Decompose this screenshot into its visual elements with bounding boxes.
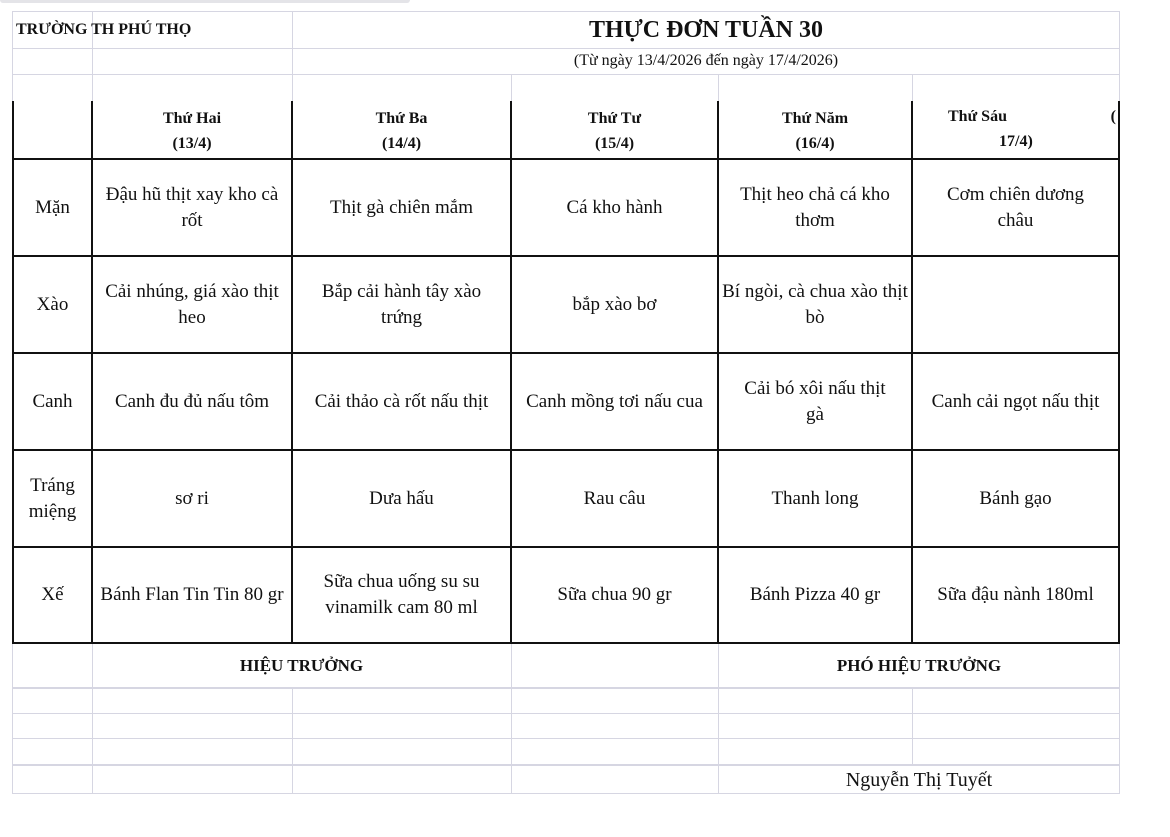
gridline (912, 74, 913, 101)
menu-cell: Bánh gạo (979, 487, 1052, 509)
day-name: Thứ Hai (162, 109, 222, 127)
day-header-tue (293, 102, 510, 159)
day-name: Thứ Tư (587, 109, 642, 127)
category-label: Xế (41, 584, 64, 605)
menu-cell: Cải thảo cà rốt nấu thịt (314, 390, 489, 412)
menu-row-man (12, 160, 1120, 255)
menu-cell: Đậu hũ thịt xay kho cà rốt (105, 183, 279, 231)
menu-row-xe (12, 548, 1120, 642)
menu-cell: Dưa hấu (369, 487, 434, 509)
menu-cell: Bí ngòi, cà chua xào thịt bò (722, 280, 908, 328)
menu-cell: Bắp cải hành tây xào trứng (321, 280, 482, 328)
menu-cell: Bánh Flan Tin Tin 80 gr (100, 584, 284, 605)
day-date-open: ( (1110, 108, 1116, 125)
gridline (12, 738, 1120, 739)
menu-cell: Cơm chiên dương châu (947, 183, 1084, 231)
day-header-row (12, 102, 1120, 159)
menu-cell (913, 257, 1118, 352)
day-date: 17/4) (999, 133, 1033, 150)
day-date: (14/4) (381, 134, 422, 152)
day-name: Thứ Sáu (948, 108, 1007, 125)
gridline (12, 74, 1120, 75)
day-header-mon (93, 102, 291, 159)
menu-sheet (12, 11, 1120, 794)
day-date: (13/4) (172, 134, 212, 152)
menu-cell: Thịt gà chiên mắm (330, 196, 473, 218)
menu-cell: Canh đu đủ nấu tôm (114, 390, 270, 412)
menu-cell: Bánh Pizza 40 gr (749, 584, 881, 605)
menu-row-canh (12, 354, 1120, 449)
menu-cell: Cá kho hành (566, 196, 663, 218)
school-name: TRƯỜNG TH PHÚ THỌ (16, 20, 192, 38)
day-header-fri (913, 102, 1118, 159)
category-label: Mặn (35, 196, 70, 218)
page-title: THỰC ĐƠN TUẦN 30 (588, 16, 823, 43)
sheet-tab-strip (0, 0, 410, 3)
day-name: Thứ Năm (781, 109, 849, 127)
menu-cell: Sữa chua uống su su vinamilk cam 80 ml (323, 571, 480, 618)
menu-cell: sơ ri (175, 487, 209, 509)
gridline (718, 74, 719, 101)
signature-title-row (12, 644, 1120, 687)
category-label: Canh (32, 390, 73, 412)
date-range-row (12, 48, 1120, 74)
day-name: Thứ Ba (375, 109, 428, 127)
day-date: (15/4) (594, 134, 635, 152)
menu-cell: bắp xào bơ (572, 293, 657, 315)
gridline (12, 687, 1120, 689)
signature-name-row (12, 765, 1120, 794)
day-date: (16/4) (795, 134, 835, 152)
menu-cell: Thanh long (771, 487, 859, 509)
menu-cell: Sữa chua 90 gr (557, 584, 672, 605)
vice-principal-name: Nguyễn Thị Tuyết (845, 768, 993, 791)
vice-principal-title: PHÓ HIỆU TRƯỞNG (836, 655, 1002, 675)
category-label: Xào (36, 293, 69, 315)
gridline (912, 687, 913, 765)
gridline (511, 74, 512, 101)
principal-title: HIỆU TRƯỞNG (239, 655, 364, 675)
day-header-thu (719, 102, 911, 159)
menu-cell: Rau câu (583, 487, 646, 509)
date-range: (Từ ngày 13/4/2026 đến ngày 17/4/2026) (573, 52, 839, 69)
menu-cell: Sữa đậu nành 180ml (937, 584, 1094, 605)
menu-cell: Thịt heo chả cá kho thơm (740, 183, 890, 231)
menu-cell: Cải nhúng, giá xào thịt heo (105, 280, 279, 328)
category-label: Tráng miệng (28, 474, 77, 522)
menu-cell: Canh cải ngọt nấu thịt (931, 390, 1100, 412)
menu-row-trang-mieng (12, 451, 1120, 546)
day-header-wed (512, 102, 717, 159)
menu-cell: Canh mồng tơi nấu cua (526, 390, 703, 412)
menu-cell: Cải bó xôi nấu thịt gà (744, 377, 886, 425)
school-row (12, 11, 1120, 48)
gridline (12, 713, 1120, 714)
menu-row-xao (12, 257, 1120, 352)
